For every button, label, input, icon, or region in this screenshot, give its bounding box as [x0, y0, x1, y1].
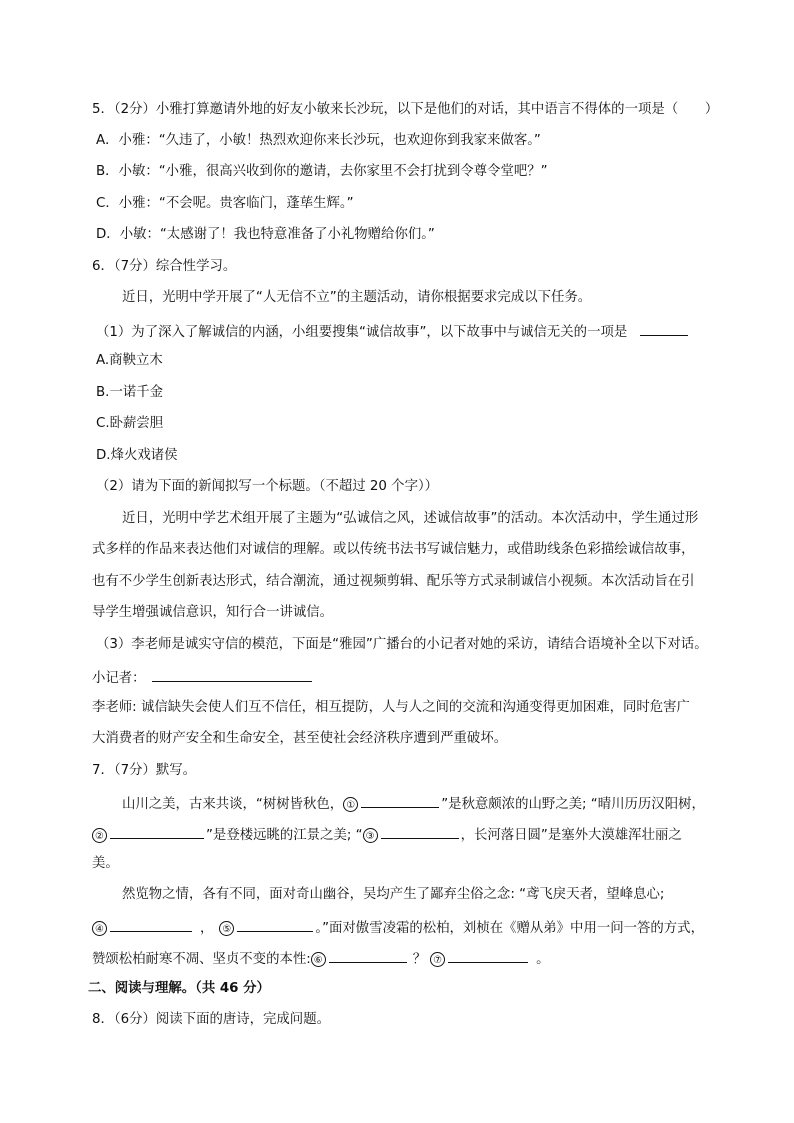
q6-news-line-2: 式多样的作品来表达他们对诚信的理解。或以传统书法书写诚信魅力，或借助线条色彩描绘诚信故事， [92, 542, 695, 557]
q7-line-3: 美。 [92, 856, 119, 871]
q8-stem: 8．（6分）阅读下面的唐诗，完成问题。 [92, 1012, 330, 1027]
q6-intro: 近日，光明中学开展了“人无信不立”的主题活动，请你根据要求完成以下任务。 [122, 290, 592, 305]
q7-blank-5[interactable] [237, 917, 313, 932]
q6-teacher-line-2: 大消费者的财产安全和生命安全，甚至使社会经济秩序遭到严重破坏。 [92, 731, 508, 746]
q6-stem: 6．（7分）综合性学习。 [92, 259, 237, 274]
section-heading: 二、阅读与理解。（共 46 分） [88, 981, 270, 996]
q7-blank-7[interactable] [448, 948, 528, 963]
q7-line-4: 然览物之情，各有不同，面对奇山幽谷，吴均产生了鄙弃尘俗之念: “鸢飞戾天者，望峰息心; [122, 887, 665, 902]
q6-news-line-3: 也有不少学生创新表达形式，结合潮流，通过视频剪辑、配乐等方式录制诚信小视频。本次活动旨在引 [92, 574, 695, 589]
q6-sub1-option-c: C.卧薪尝胆 [96, 416, 164, 431]
q7-stem: 7．（7分）默写。 [92, 763, 197, 778]
q5-option-a: A．小雅：“久违了，小敏！热烈欢迎你来长沙玩，也欢迎你到我家来做客。” [96, 133, 541, 148]
q6-reporter-line [92, 667, 314, 688]
q6-sub1-text: （1）为了深入了解诚信的内涵，小组要搜集“诚信故事”，以下故事中与诚信无关的一项是 [96, 325, 628, 340]
q7-blank-4[interactable] [110, 917, 192, 932]
q7-text: 。 [536, 952, 550, 967]
q7-line-5 [92, 917, 704, 938]
circled-number: ⑤ [219, 921, 234, 936]
q6-sub1-option-b: B.一诺千金 [96, 385, 164, 400]
circled-number: ④ [92, 921, 107, 936]
q6-sub1-option-d: D.烽火戏诸侯 [96, 448, 178, 463]
q7-text: ， [200, 921, 214, 936]
circled-number: ② [92, 828, 107, 843]
q7-line-1 [122, 793, 705, 814]
q7-blank-6[interactable] [329, 948, 407, 963]
circled-number: ⑥ [311, 952, 326, 967]
q6-sub3: （3）李老师是诚实守信的模范，下面是“雅园”广播台的小记者对她的采访，请结合语境补全以下对话。 [96, 637, 708, 652]
q7-text: ，长河落日圆”是塞外大漠雄浑壮丽之 [460, 828, 682, 843]
q7-text: ？ [412, 952, 427, 967]
q5-option-b: B．小敏：“小雅，很高兴收到你的邀请，去你家里不会打扰到令尊令堂吧？” [96, 164, 548, 179]
q6-sub1-answer-blank[interactable] [640, 321, 688, 336]
circled-number: ① [343, 797, 358, 812]
circled-number: ③ [363, 828, 378, 843]
q6-sub2: （2）请为下面的新闻拟写一个标题。（不超过 20 个字）） [96, 479, 439, 494]
q6-sub1 [96, 321, 690, 342]
q6-news-line-4: 导学生增强诚信意识，知行合一讲诚信。 [92, 605, 334, 620]
q6-reporter-label: 小记者： [92, 671, 146, 686]
q7-text: ”是秋意颇浓的山野之美; “晴川历历汉阳树， [441, 797, 705, 812]
q7-blank-3[interactable] [381, 824, 459, 839]
q7-line-2 [92, 824, 682, 845]
q7-blank-1[interactable] [361, 793, 439, 808]
q5-option-d: D．小敏：“太感谢了！我也特意准备了小礼物赠给你们。” [96, 227, 435, 242]
q6-sub1-option-a: A.商鞅立木 [96, 353, 163, 368]
q7-text: 。”面对傲雪凌霜的松柏，刘桢在《赠从弟》中用一问一答的方式， [315, 921, 704, 936]
q5-stem: 5．（2分）小雅打算邀请外地的好友小敏来长沙玩，以下是他们的对话，其中语言不得体的一项是（ ） [92, 102, 719, 117]
q5-option-c: C．小雅：“不会呢。贵客临门，蓬荜生辉。” [96, 196, 354, 211]
circled-number: ⑦ [430, 952, 445, 967]
q7-text: 山川之美，古来共谈，“树树皆秋色， [122, 797, 344, 812]
q7-text: 赞颂松柏耐寒不凋、坚贞不变的本性: [92, 952, 311, 967]
q7-line-6 [92, 948, 550, 969]
q7-text: ”是登楼远眺的江景之美; “ [206, 828, 363, 843]
q6-news-line-1: 近日，光明中学艺术组开展了主题为“弘诚信之风，述诚信故事”的活动。本次活动中，学生通过形 [122, 511, 699, 526]
q6-reporter-answer-blank[interactable] [152, 667, 312, 682]
q7-blank-2[interactable] [110, 824, 204, 839]
q6-teacher-line-1: 李老师: 诚信缺失会使人们互不信任，相互提防，人与人之间的交流和沟通变得更加困难，同时危害广 [92, 700, 690, 715]
